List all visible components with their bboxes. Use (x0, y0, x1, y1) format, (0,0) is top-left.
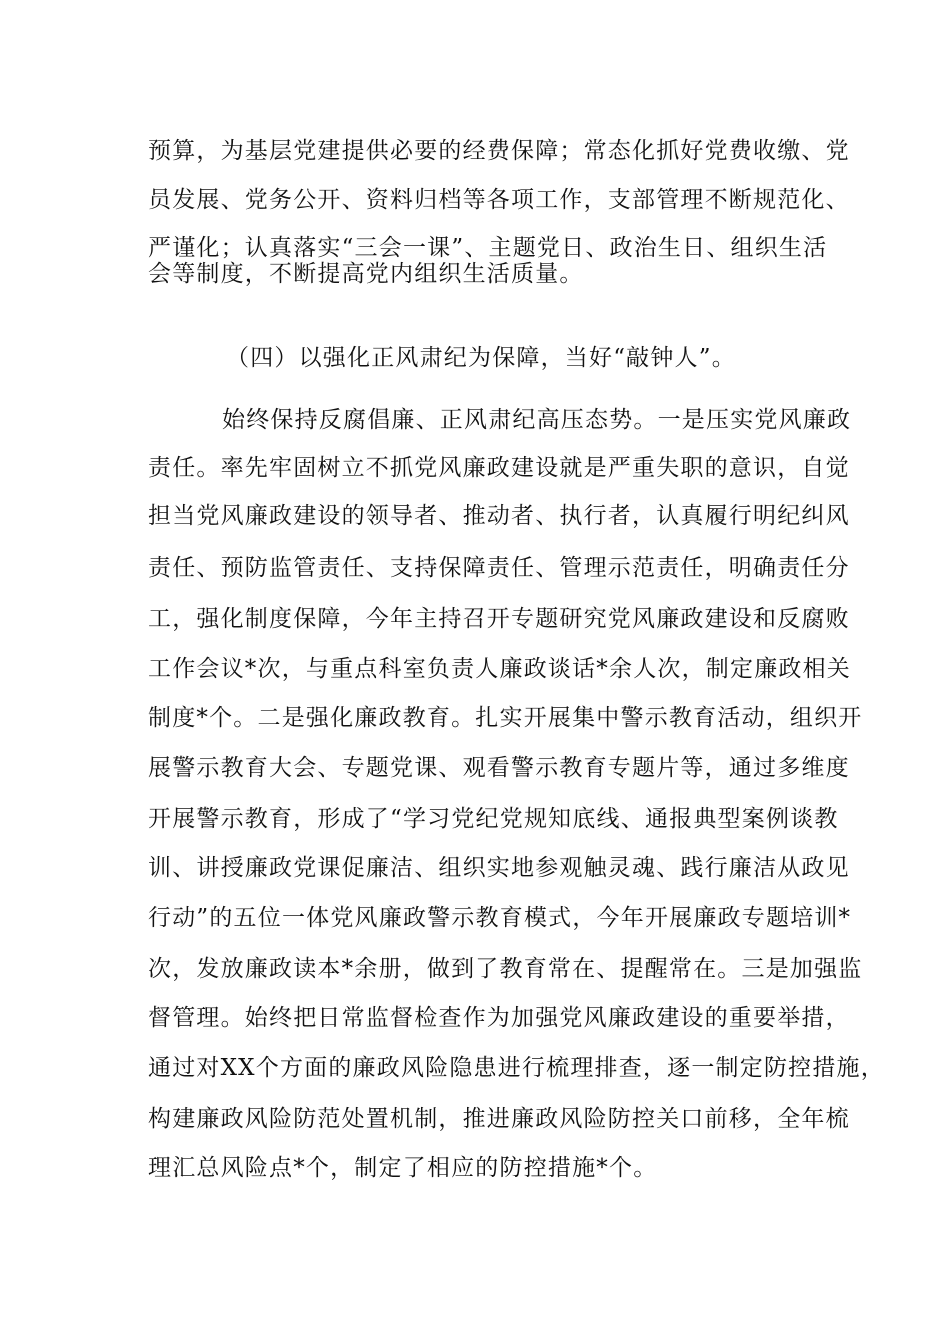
paragraph-line-17: 次，发放廉政读本*余册，做到了教育常在、提醒常在。三是加强监 (148, 956, 863, 982)
paragraph-line-3: 严谨化；认真落实“三会一课”、主题党日、政治生日、组织生活 (148, 235, 828, 261)
paragraph-line-10: 工，强化制度保障，今年主持召开专题研究党风廉政建设和反腐败 (148, 606, 850, 632)
paragraph-line-4: 会等制度，不断提高党内组织生活质量。 (148, 261, 584, 287)
paragraph-line-19: 通过对XX个方面的廉政风险隐患进行梳理排查，逐一制定防控措施， (148, 1055, 885, 1081)
paragraph-line-18: 督管理。始终把日常监督检查作为加强党风廉政建设的重要举措， (148, 1005, 850, 1031)
paragraph-line-2: 员发展、党务公开、资料归档等各项工作，支部管理不断规范化、 (148, 187, 850, 213)
paragraph-line-6: 始终保持反腐倡廉、正风肃纪高压态势。一是压实党风廉政 (222, 407, 852, 433)
paragraph-line-11: 工作会议*次，与重点科室负责人廉政谈话*余人次，制定廉政相关 (148, 656, 851, 682)
paragraph-line-7: 责任。率先牢固树立不抓党风廉政建设就是严重失职的意识，自觉 (148, 455, 850, 481)
paragraph-line-14: 开展警示教育，形成了“学习党纪党规知底线、通报典型案例谈教 (148, 806, 839, 832)
paragraph-line-8: 担当党风廉政建设的领导者、推动者、执行者，认真履行明纪纠风 (148, 503, 850, 529)
paragraph-line-1: 预算，为基层党建提供必要的经费保障；常态化抓好党费收缴、党 (148, 138, 850, 164)
paragraph-line-16: 行动”的五位一体党风廉政警示教育模式，今年开展廉政专题培训* (148, 905, 852, 931)
section-heading: （四）以强化正风肃纪为保障，当好“敲钟人”。 (226, 345, 736, 371)
paragraph-line-13: 展警示教育大会、专题党课、观看警示教育专题片等，通过多维度 (148, 755, 850, 781)
paragraph-line-21: 理汇总风险点*个，制定了相应的防控措施*个。 (148, 1155, 658, 1181)
paragraph-line-15: 训、讲授廉政党课促廉洁、组织实地参观触灵魂、践行廉洁从政见 (148, 855, 850, 881)
paragraph-line-20: 构建廉政风险防范处置机制，推进廉政风险防控关口前移，全年梳 (148, 1106, 850, 1132)
paragraph-line-12: 制度*个。二是强化廉政教育。扎实开展集中警示教育活动，组织开 (148, 705, 863, 731)
paragraph-line-9: 责任、预防监管责任、支持保障责任、管理示范责任，明确责任分 (148, 555, 850, 581)
